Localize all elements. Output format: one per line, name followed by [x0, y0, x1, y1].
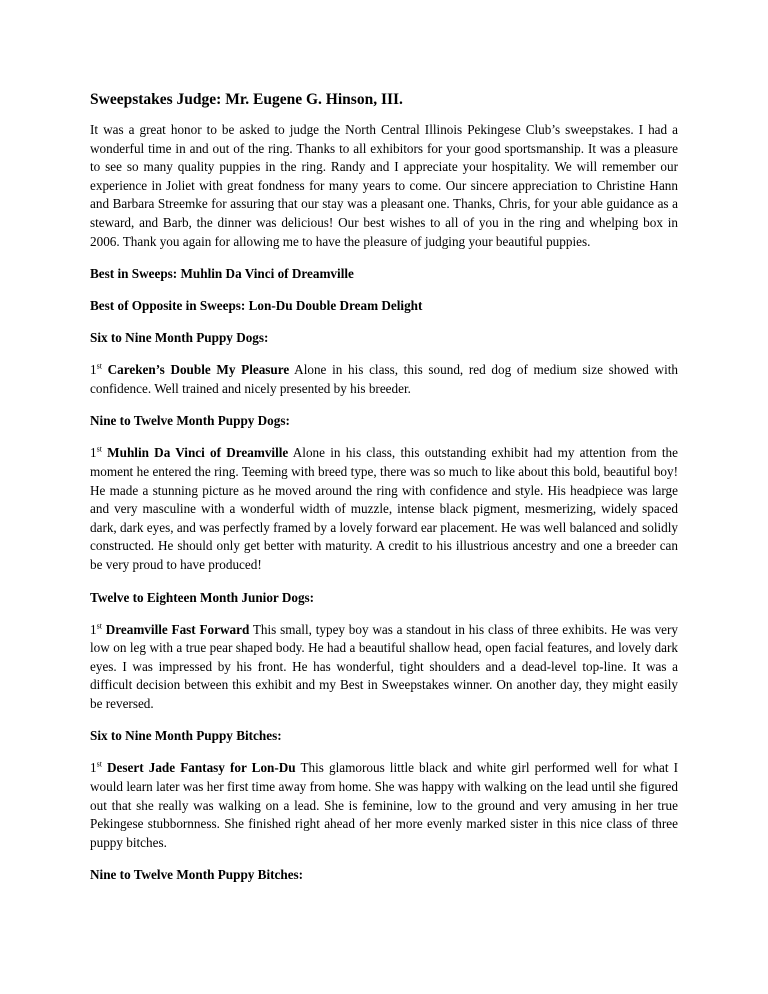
entry-critique: Alone in his class, this sound, red dog of medium size showed with confidence. Well trained and nicely presented by his breeder. [90, 362, 679, 396]
class-entry [90, 444, 678, 574]
document-title: Sweepstakes Judge: Mr. Eugene G. Hinson, III. [90, 91, 403, 108]
entry-critique: This glamorous little black and white girl performed well for what I would learn later was her first time away from home. She was happy with walking on the lead until she figured out that she really was walking on a lead. She is feminine, low to the ground and very amusing in her true Pekingese stubbornness. She finished right ahead of her more evenly marked sister in this nice class of three puppy bitches. [90, 760, 679, 850]
class-entry [90, 759, 678, 852]
placement-suffix: st [96, 760, 102, 770]
class-entry [90, 361, 678, 398]
entry-dog-name: Desert Jade Fantasy for Lon-Du [107, 760, 296, 776]
best-in-sweeps: Best in Sweeps: Muhlin Da Vinci of Dreamville [90, 266, 354, 282]
class-heading-nine-to-twelve-dogs: Nine to Twelve Month Puppy Dogs: [90, 413, 290, 429]
class-heading-six-to-nine-dogs: Six to Nine Month Puppy Dogs: [90, 330, 269, 346]
entry-dog-name: Muhlin Da Vinci of Dreamville [107, 445, 289, 461]
placement [90, 445, 102, 460]
class-entry [90, 621, 678, 714]
placement [90, 760, 102, 775]
class-heading-twelve-to-eighteen-dogs: Twelve to Eighteen Month Junior Dogs: [90, 589, 315, 605]
best-opposite-in-sweeps: Best of Opposite in Sweeps: Lon-Du Double Dream Delight [90, 298, 423, 314]
placement-number: 1 [90, 621, 97, 637]
placement-number: 1 [90, 760, 97, 776]
placement-number: 1 [90, 362, 97, 378]
placement [90, 362, 102, 377]
entry-critique: Alone in his class, this outstanding exhibit had my attention from the moment he entered the ring. Teeming with breed type, there was so much to like about this bold, beautiful boy! He made a stunning picture as he moved around the ring with confidence and style. His headpiece was large and very masculine with a wonderful width of muzzle, intense black pigment, mesmerizing, widely spaced dark, dark eyes, and was perfectly framed by a lovely forward ear placement. He was well balanced and solidly constructed. He should only get better with maturity. A credit to his illustrious ancestry and one a breeder can be very proud to have produced! [90, 445, 679, 572]
class-heading-nine-to-twelve-bitches: Nine to Twelve Month Puppy Bitches: [90, 867, 304, 883]
intro-paragraph: It was a great honor to be asked to judge the North Central Illinois Pekingese Club’s sweepstakes. I had a wonderful time in and out of the ring. Thanks to all exhibitors for your good sportsmanship. It was a pleasure to see so many quality puppies in the ring. Randy and I appreciate your hospitality. We will remember our experience in Joliet with great fondness for many years to come. Our sincere appreciation to Christine Hann and Barbara Streemke for assuring that our stay was a pleasant one. Thanks, Chris, for your able guidance as a steward, and Barb, the dinner was delicious! Our best wishes to all of you in the ring and whelping box in 2006. Thank you again for allowing me to have the pleasure of judging your beautiful puppies. [90, 122, 678, 249]
entry-critique: This small, typey boy was a standout in his class of three exhibits. He was very low on leg with a true pear shaped body. He had a beautiful shallow head, open facial features, and lovely dark eyes. I was impressed by his front. He has wonderful, tight shoulders and a dead-level top-line. It was a difficult decision between this exhibit and my Best in Sweepstakes winner. On another day, they might easily be reversed. [90, 621, 679, 711]
placement-number: 1 [90, 445, 97, 461]
entry-dog-name: Dreamville Fast Forward [105, 621, 250, 637]
class-heading-six-to-nine-bitches: Six to Nine Month Puppy Bitches: [90, 728, 282, 744]
placement-suffix: st [96, 621, 102, 631]
placement-suffix: st [96, 361, 102, 371]
placement-suffix: st [96, 444, 102, 454]
entry-dog-name: Careken’s Double My Pleasure [107, 362, 290, 378]
document-page [90, 90, 678, 898]
placement [90, 622, 102, 637]
